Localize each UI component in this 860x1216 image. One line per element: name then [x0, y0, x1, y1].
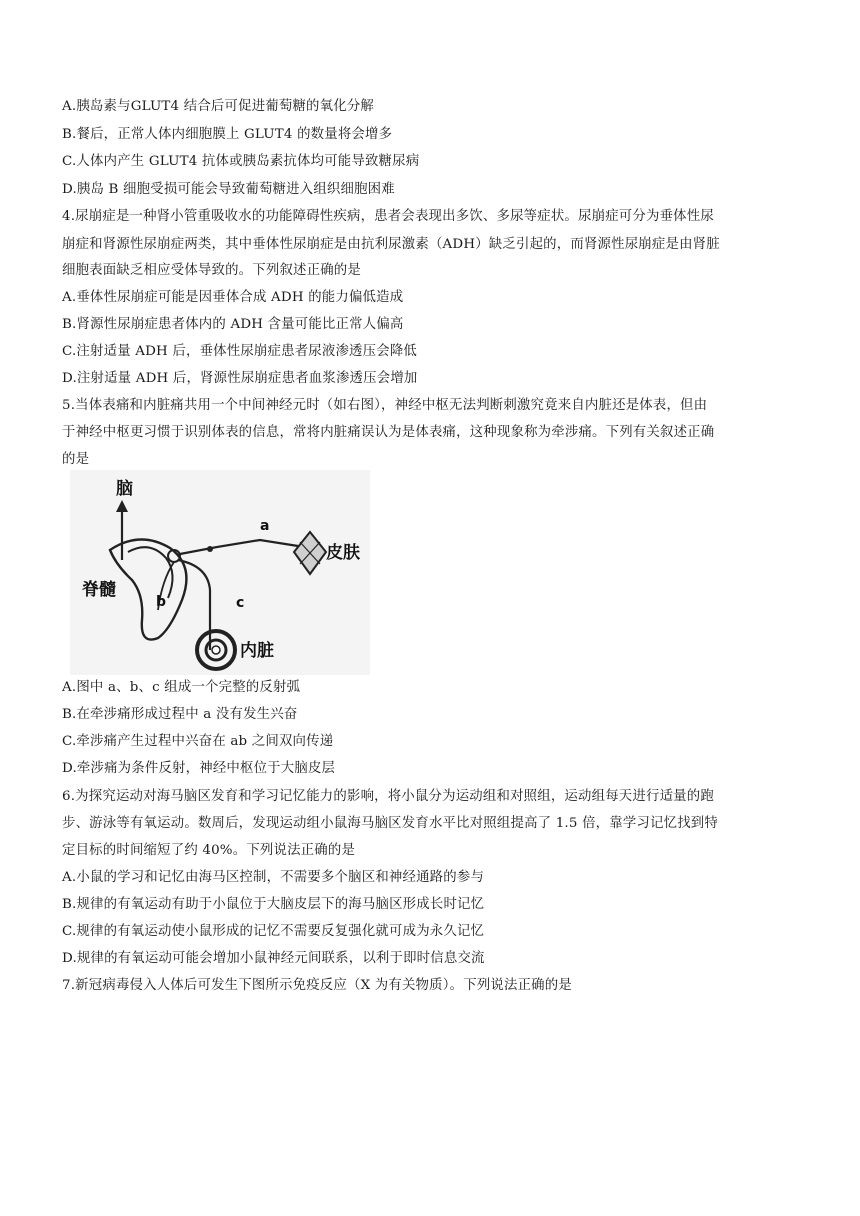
- q4-stem-line: 4.尿崩症是一种肾小管重吸收水的功能障碍性疾病，患者会表现出多饮、多尿等症状。尿崩症可分为垂体性尿: [62, 209, 714, 224]
- q5-option-c: C.牵涉痛产生过程中兴奋在 ab 之间双向传递: [62, 734, 334, 749]
- q4-option-c: C.注射适量 ADH 后，垂体性尿崩症患者尿液渗透压会降低: [62, 344, 418, 359]
- nerve-diagram-svg: [70, 470, 370, 675]
- q5-stem-line: 的是: [62, 452, 90, 467]
- q6-stem-line: 定目标的时间缩短了约 40%。下列说法正确的是: [62, 843, 356, 858]
- label-c: c: [236, 595, 245, 611]
- q5-option-b: B.在牵涉痛形成过程中 a 没有发生兴奋: [62, 707, 298, 722]
- skin-label: 皮肤: [326, 543, 360, 563]
- q3-option-b: B.餐后，正常人体内细胞膜上 GLUT4 的数量将会增多: [62, 127, 393, 142]
- label-b: b: [156, 594, 167, 610]
- q6-option-b: B.规律的有氧运动有助于小鼠位于大脑皮层下的海马脑区形成长时记忆: [62, 897, 485, 912]
- q5-stem-line: 于神经中枢更习惯于识别体表的信息，常将内脏痛误认为是体表痛，这种现象称为牵涉痛。下列有关叙述正确: [62, 425, 715, 440]
- q4-option-a: A.垂体性尿崩症可能是因垂体合成 ADH 的能力偏低造成: [62, 290, 404, 305]
- spinal-cord-label: 脊髓: [82, 580, 116, 600]
- q4-option-b: B.肾源性尿崩症患者体内的 ADH 含量可能比正常人偏高: [62, 317, 404, 332]
- q6-stem-line: 6.为探究运动对海马脑区发育和学习记忆能力的影响，将小鼠分为运动组和对照组，运动组每天进行适量的跑: [62, 789, 714, 804]
- referred-pain-diagram: [70, 470, 370, 675]
- q4-option-d: D.注射适量 ADH 后，肾源性尿崩症患者血浆渗透压会增加: [62, 371, 418, 386]
- q7-stem: 7.新冠病毒侵入人体后可发生下图所示免疫反应（X 为有关物质）。下列说法正确的是: [62, 978, 572, 993]
- q3-option-c: C.人体内产生 GLUT4 抗体或胰岛素抗体均可能导致糖尿病: [62, 154, 420, 169]
- q4-stem-line: 细胞表面缺乏相应受体导致的。下列叙述正确的是: [62, 263, 361, 278]
- q5-stem-line: 5.当体表痛和内脏痛共用一个中间神经元时（如右图），神经中枢无法判断刺激究竟来自内脏还是体表，但由: [62, 398, 708, 413]
- q6-option-c: C.规律的有氧运动使小鼠形成的记忆不需要反复强化就可成为永久记忆: [62, 924, 485, 939]
- q3-option-a: A.胰岛素与GLUT4 结合后可促进葡萄糖的氧化分解: [62, 99, 375, 114]
- viscera-label: 内脏: [240, 641, 274, 661]
- q3-option-d: D.胰岛 B 细胞受损可能会导致葡萄糖进入组织细胞困难: [62, 182, 395, 197]
- q6-option-d: D.规律的有氧运动可能会增加小鼠神经元间联系，以利于即时信息交流: [62, 951, 485, 966]
- q4-stem-line: 崩症和肾源性尿崩症两类，其中垂体性尿崩症是由抗利尿激素（ADH）缺乏引起的，而肾源性尿崩症是由肾脏: [62, 237, 720, 252]
- q6-stem-line: 步、游泳等有氧运动。数周后，发现运动组小鼠海马脑区发育水平比对照组提高了 1.5 倍，靠学习记忆找到特: [62, 816, 718, 831]
- q6-option-a: A.小鼠的学习和记忆由海马区控制，不需要多个脑区和神经通路的参与: [62, 870, 485, 885]
- label-a: a: [260, 518, 270, 534]
- q5-option-d: D.牵涉痛为条件反射，神经中枢位于大脑皮层: [62, 761, 336, 776]
- q5-option-a: A.图中 a、b、c 组成一个完整的反射弧: [62, 680, 301, 695]
- brain-label: 脑: [116, 479, 133, 499]
